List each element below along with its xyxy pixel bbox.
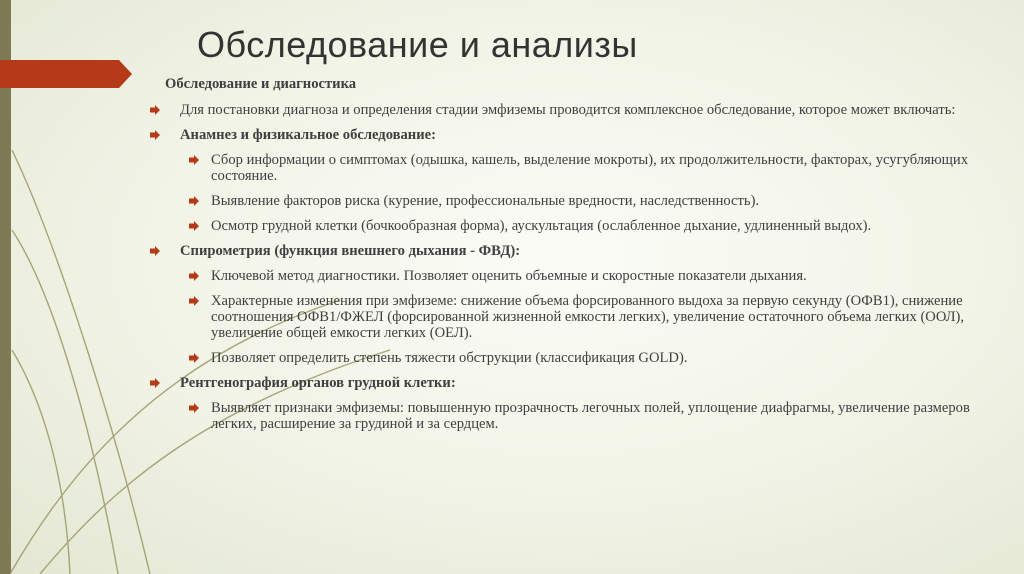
arrow-bullet-icon [149, 245, 161, 257]
sub-bullet-item [149, 268, 989, 284]
section-heading: Обследование и диагностика [165, 76, 357, 92]
arrow-bullet-icon [188, 352, 200, 364]
bullet-text: Для постановки диагноза и определения стадии эмфиземы проводится комплексное обследование, которое может включать: [180, 102, 956, 118]
sub-bullet-item [149, 218, 989, 234]
bullet-text: Спирометрия (функция внешнего дыхания - ФВД): [180, 243, 521, 259]
title-accent-bar [0, 60, 119, 88]
bullet-item [149, 102, 989, 118]
bullet-text: Характерные изменения при эмфиземе: снижение объема форсированного выдоха за первую секунду (ОФВ1), снижение соотношения ОФВ1/ФЖЕЛ (форсированной жизненной емкости легких), увеличение остаточного объема легких (ООЛ), увеличение общей емкости легких (ОЕЛ). [211, 293, 965, 341]
sub-bullet-item [149, 293, 989, 341]
bullet-text: Рентгенография органов грудной клетки: [180, 375, 456, 391]
bullet-text: Сбор информации о симптомах (одышка, кашель, выделение мокроты), их продолжительности, факторах, усугубляющих состояние. [211, 152, 968, 184]
title-accent-arrow [119, 60, 132, 88]
sub-bullet-item [149, 350, 989, 366]
arrow-bullet-icon [188, 402, 200, 414]
arrow-bullet-icon [188, 295, 200, 307]
arrow-bullet-icon [188, 270, 200, 282]
sub-bullet-item [149, 152, 989, 184]
arrow-bullet-icon [149, 129, 161, 141]
bullet-text: Ключевой метод диагностики. Позволяет оценить объемные и скоростные показатели дыхания. [211, 268, 807, 284]
bullet-item [149, 127, 989, 143]
sub-bullet-item [149, 400, 989, 432]
arrow-bullet-icon [188, 154, 200, 166]
bullet-text: Выявляет признаки эмфиземы: повышенную прозрачность легочных полей, уплощение диафрагмы, увеличение размеров легких, расширение за грудиной и за сердцем. [211, 400, 970, 432]
bullet-item [149, 375, 989, 391]
bullet-text: Выявление факторов риска (курение, профессиональные вредности, наследственность). [211, 193, 760, 209]
arrow-bullet-icon [149, 104, 161, 116]
bullet-text: Осмотр грудной клетки (бочкообразная форма), аускультация (ослабленное дыхание, удлиненный выдох). [211, 218, 872, 234]
arrow-bullet-icon [149, 377, 161, 389]
arrow-bullet-icon [188, 220, 200, 232]
bullet-text: Позволяет определить степень тяжести обструкции (классификация GOLD). [211, 350, 688, 366]
bullet-text: Анамнез и физикальное обследование: [180, 127, 436, 143]
bullet-item [149, 243, 989, 259]
slide-title: Обследование и анализы [197, 24, 638, 65]
arrow-bullet-icon [188, 195, 200, 207]
slide-content [149, 76, 989, 441]
sub-bullet-item [149, 193, 989, 209]
